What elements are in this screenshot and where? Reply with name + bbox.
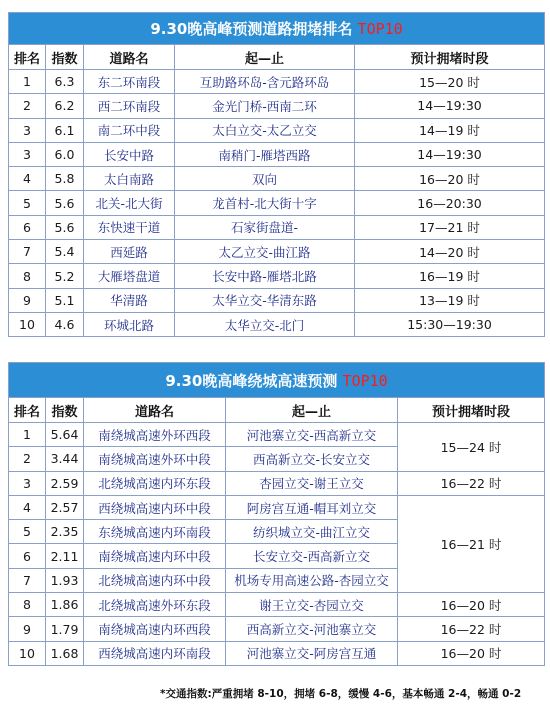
span-cell: 太乙立交-曲江路 [175,240,355,264]
index-cell: 5.4 [46,240,84,264]
table-row [9,593,545,617]
index-cell: 2.35 [46,520,84,544]
table-row [9,215,545,239]
time-cell: 16—20:30 [355,191,545,215]
rank-cell: 1 [9,423,46,447]
rank-cell: 5 [9,191,46,215]
span-cell: 双向 [175,167,355,191]
time-cell: 16—20 时 [398,593,545,617]
rank-cell: 3 [9,142,46,166]
road-congestion-table [8,12,545,337]
header-time: 预计拥堵时段 [398,398,545,423]
road-cell: 西二环南段 [84,94,175,118]
span-cell: 西高新立交-长安立交 [226,447,398,471]
index-cell: 5.64 [46,423,84,447]
rank-cell: 4 [9,167,46,191]
time-cell: 14—19:30 [355,94,545,118]
time-cell: 17—21 时 [355,215,545,239]
road-cell: 南绕城高速外环中段 [84,447,226,471]
rank-cell: 6 [9,544,46,568]
header-span: 起—止 [226,398,398,423]
index-cell: 3.44 [46,447,84,471]
span-cell: 石家街盘道- [175,215,355,239]
rank-cell: 8 [9,593,46,617]
table2-title-row [9,363,545,398]
span-cell: 互助路环岛-含元路环岛 [175,70,355,94]
table-row [9,617,545,641]
index-cell: 5.6 [46,191,84,215]
index-cell: 6.3 [46,70,84,94]
time-cell: 16—21 时 [398,495,545,592]
index-cell: 6.0 [46,142,84,166]
index-cell: 1.86 [46,593,84,617]
header-index: 指数 [46,45,84,70]
road-cell: 大雁塔盘道 [84,264,175,288]
header-rank: 排名 [9,45,46,70]
header-time: 预计拥堵时段 [355,45,545,70]
index-cell: 5.2 [46,264,84,288]
header-road: 道路名 [84,45,175,70]
time-cell: 14—19 时 [355,118,545,142]
rank-cell: 6 [9,215,46,239]
index-cell: 5.8 [46,167,84,191]
time-cell: 13—19 时 [355,288,545,312]
table-row [9,288,545,312]
road-cell: 长安中路 [84,142,175,166]
rank-cell: 7 [9,568,46,592]
rank-cell: 1 [9,70,46,94]
span-cell: 机场专用高速公路-杏园立交 [226,568,398,592]
table-row [9,118,545,142]
table-row [9,495,545,519]
time-cell: 16—22 时 [398,471,545,495]
index-cell: 1.68 [46,641,84,665]
rank-cell: 10 [9,641,46,665]
rank-cell: 3 [9,118,46,142]
rank-cell: 8 [9,264,46,288]
road-cell: 北关-北大街 [84,191,175,215]
span-cell: 阿房宫互通-帽耳刘立交 [226,495,398,519]
time-cell: 15—20 时 [355,70,545,94]
road-cell: 北绕城高速内环中段 [84,568,226,592]
span-cell: 河池寨立交-西高新立交 [226,423,398,447]
time-cell: 16—19 时 [355,264,545,288]
span-cell: 太华立交-华清东路 [175,288,355,312]
road-cell: 东二环南段 [84,70,175,94]
table1-title-tag: TOP10 [357,20,403,38]
header-span: 起—止 [175,45,355,70]
table2-title [9,363,545,398]
rank-cell: 10 [9,312,46,336]
road-cell: 太白南路 [84,167,175,191]
table-row [9,471,545,495]
table-row [9,641,545,665]
road-cell: 南二环中段 [84,118,175,142]
road-cell: 南绕城高速内环中段 [84,544,226,568]
table-row [9,94,545,118]
index-cell: 1.93 [46,568,84,592]
header-rank: 排名 [9,398,46,423]
table-row [9,240,545,264]
table2-title-tag: TOP10 [342,371,388,390]
span-cell: 河池寨立交-阿房宫互通 [226,641,398,665]
road-cell: 西绕城高速内环南段 [84,641,226,665]
index-cell: 2.57 [46,495,84,519]
rank-cell: 7 [9,240,46,264]
table-row [9,167,545,191]
span-cell: 长安中路-雁塔北路 [175,264,355,288]
index-cell: 1.79 [46,617,84,641]
table-row [9,70,545,94]
index-cell: 6.2 [46,94,84,118]
index-cell: 5.6 [46,215,84,239]
header-road: 道路名 [84,398,226,423]
table1-title [9,13,545,45]
rank-cell: 9 [9,288,46,312]
time-cell: 14—19:30 [355,142,545,166]
separator [8,354,544,362]
span-cell: 龙首村-北大街十字 [175,191,355,215]
index-cell: 2.59 [46,471,84,495]
time-cell: 16—20 时 [398,641,545,665]
rank-cell: 2 [9,447,46,471]
index-cell: 2.11 [46,544,84,568]
span-cell: 纺织城立交-曲江立交 [226,520,398,544]
rank-cell: 4 [9,495,46,519]
table-row [9,142,545,166]
span-cell: 太华立交-北门 [175,312,355,336]
time-cell: 15—24 时 [398,423,545,472]
road-cell: 东绕城高速内环南段 [84,520,226,544]
rank-cell: 2 [9,94,46,118]
time-cell: 14—20 时 [355,240,545,264]
ring-expressway-table [8,362,545,666]
span-cell: 谢王立交-杏园立交 [226,593,398,617]
rank-cell: 5 [9,520,46,544]
table-row [9,264,545,288]
index-cell: 5.1 [46,288,84,312]
span-cell: 金光门桥-西南二环 [175,94,355,118]
span-cell: 南稍门-雁塔西路 [175,142,355,166]
road-cell: 环城北路 [84,312,175,336]
road-cell: 北绕城高速内环东段 [84,471,226,495]
header-index: 指数 [46,398,84,423]
road-cell: 北绕城高速外环东段 [84,593,226,617]
index-cell: 6.1 [46,118,84,142]
time-cell: 16—20 时 [355,167,545,191]
span-cell: 长安立交-西高新立交 [226,544,398,568]
road-cell: 西绕城高速内环中段 [84,495,226,519]
table1-title-text: 9.30晚高峰预测道路拥堵排名 [150,20,358,38]
time-cell: 15:30—19:30 [355,312,545,336]
span-cell: 太白立交-太乙立交 [175,118,355,142]
table1-header-row [9,45,545,70]
table2-title-text: 9.30晚高峰绕城高速预测 [165,371,343,390]
time-cell: 16—22 时 [398,617,545,641]
table-row [9,191,545,215]
footnote: *交通指数:严重拥堵 8-10，拥堵 6-8，缓慢 4-6，基本畅通 2-4，畅通 0-2 [160,688,522,700]
road-cell: 南绕城高速内环西段 [84,617,226,641]
table1-title-row [9,13,545,45]
index-cell: 4.6 [46,312,84,336]
rank-cell: 9 [9,617,46,641]
table2-header-row [9,398,545,423]
road-cell: 西延路 [84,240,175,264]
road-cell: 东快速干道 [84,215,175,239]
table-row [9,312,545,336]
span-cell: 杏园立交-谢王立交 [226,471,398,495]
table-row [9,423,545,447]
rank-cell: 3 [9,471,46,495]
road-cell: 南绕城高速外环西段 [84,423,226,447]
road-cell: 华清路 [84,288,175,312]
span-cell: 西高新立交-河池寨立交 [226,617,398,641]
